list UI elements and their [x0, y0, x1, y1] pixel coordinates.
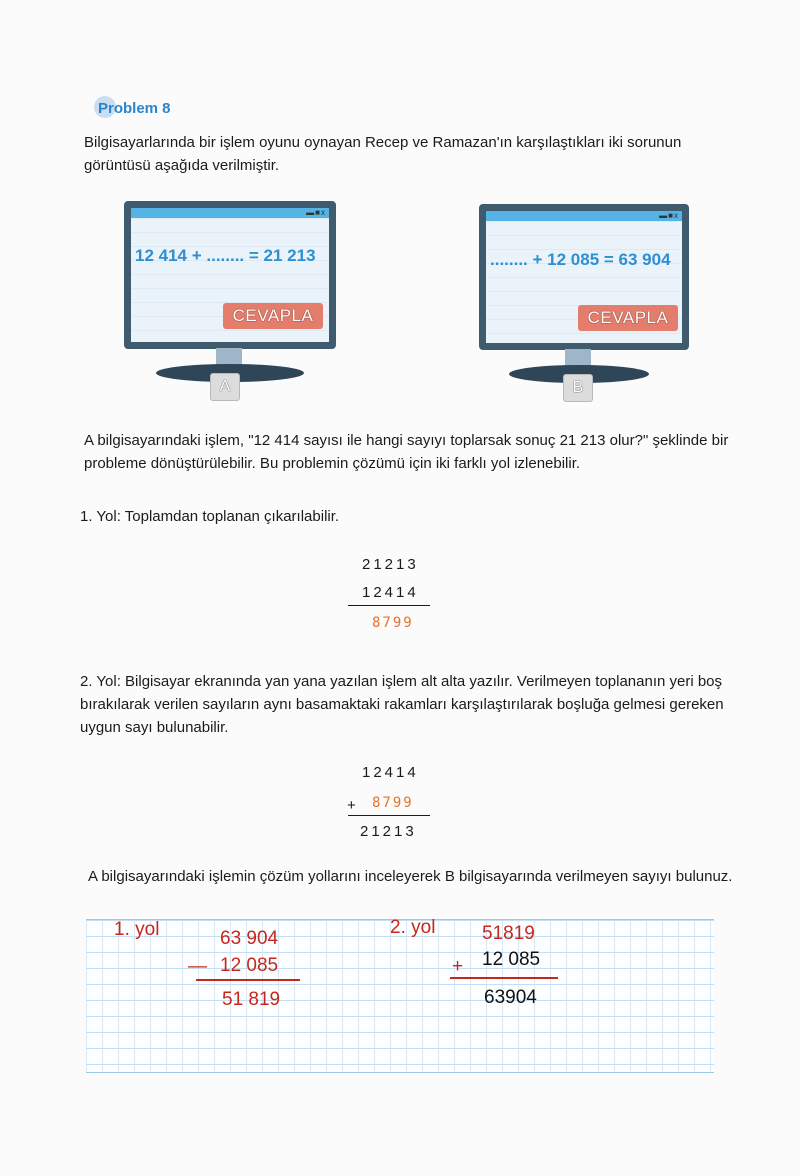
computer-b-label: B: [563, 374, 593, 402]
intro-text: Bilgisayarlarında bir işlem oyunu oynayan Recep ve Ramazan'ın karşılaştıkları iki sorunun görüntüsü aşağıda verilmiştir.: [84, 134, 682, 174]
method1-result: 8799: [372, 615, 414, 631]
yol2-bottom: 12 085: [482, 949, 541, 970]
window-controls-icon: ▬■x: [306, 208, 326, 217]
computer-b: [479, 204, 689, 404]
yol1-result: 51 819: [222, 989, 281, 1010]
yol2-top: 51819: [482, 923, 535, 944]
yol1-line: [196, 979, 300, 981]
method2-addend1: 12414: [362, 764, 419, 781]
method2-text: 2. Yol: Bilgisayar ekranında yan yana yazılan işlem alt alta yazılır. Verilmeyen toplananın yeri boş bırakılarak verilen sayıların aynı basamaktaki rakamları karşılaştırılarak boşluğa gelmesi gereken uygun sayı bulunabilir.: [80, 673, 724, 736]
screen-body: [131, 218, 329, 342]
method1-subtrahend: 12414: [362, 584, 419, 601]
computer-a-screen: [124, 201, 336, 349]
method1-minuend: 21213: [362, 556, 419, 573]
explanation-text: A bilgisayarındaki işlem, "12 414 sayısı ile hangi sayıyı toplarsak sonuç 21 213 olur?" şeklinde bir probleme dönüştürülebilir. Bu problemin çözümü için iki farklı yol izlenebilir.: [84, 432, 729, 472]
yol1-top: 63 904: [220, 928, 279, 949]
yol1-operator: —: [188, 956, 207, 977]
computer-a-expression: 12 414 + ........ = 21 213: [135, 246, 316, 265]
method2-line: [348, 815, 430, 816]
computer-b-expression: ........ + 12 085 = 63 904: [490, 250, 671, 269]
problem-title: Problem 8: [98, 100, 171, 117]
yol2-label: 2. yol: [390, 917, 436, 938]
method2-operator: +: [347, 797, 359, 814]
method1-text: 1. Yol: Toplamdan toplanan çıkarılabilir.: [80, 508, 340, 525]
yol1-bottom: 12 085: [220, 955, 279, 976]
yol2-operator: +: [452, 956, 464, 977]
yol1-label: 1. yol: [114, 919, 160, 940]
cevapla-button-a[interactable]: CEVAPLA: [223, 303, 323, 329]
yol2-result: 63904: [484, 987, 537, 1008]
screen-body: [486, 221, 682, 343]
task-text: A bilgisayarındaki işlemin çözüm yollarını inceleyerek B bilgisayarında verilmeyen sayıyı bulunuz.: [88, 868, 733, 885]
window-controls-icon: ▬■x: [659, 211, 679, 220]
computer-a-label: A: [210, 373, 240, 401]
method1-line: [348, 605, 430, 606]
computer-b-screen: [479, 204, 689, 350]
window-titlebar: [131, 208, 329, 218]
yol2-line: [450, 977, 558, 979]
method2-addend2: 8799: [372, 795, 414, 811]
method2-sum: 21213: [360, 823, 417, 840]
cevapla-button-b[interactable]: CEVAPLA: [578, 305, 678, 331]
window-titlebar: [486, 211, 682, 221]
answer-grid[interactable]: [86, 919, 714, 1073]
computer-a: [124, 201, 336, 401]
